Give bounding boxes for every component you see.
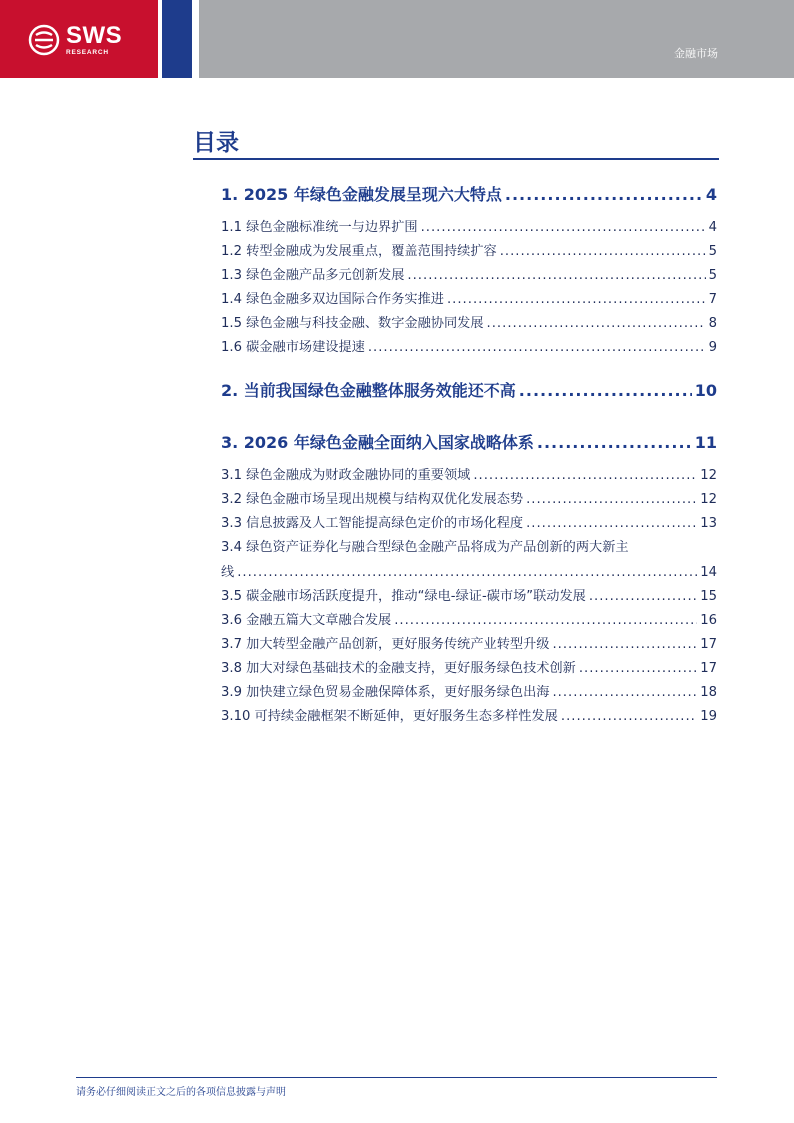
- toc-entry-2[interactable]: [221, 378, 717, 401]
- toc-leader: [526, 492, 697, 507]
- toc-leader: [526, 516, 697, 531]
- toc-entry-3-10[interactable]: [221, 705, 717, 724]
- toc-entry-3-2[interactable]: [221, 488, 717, 507]
- toc-leader: [368, 340, 706, 355]
- toc-entry-text: 3.8 加大对绿色基础技术的金融支持，更好服务绿色技术创新: [221, 661, 576, 676]
- toc-page-number: 19: [700, 709, 717, 724]
- toc-page-number: 10: [694, 381, 717, 400]
- toc-page-number: 5: [708, 268, 717, 283]
- toc-entry-text: 3.3 信息披露及人工智能提高绿色定价的市场化程度: [221, 516, 524, 531]
- toc-entry-text: 1.2 转型金融成为发展重点，覆盖范围持续扩容: [221, 244, 497, 259]
- toc-entry-3-5[interactable]: [221, 585, 717, 604]
- toc-leader: [394, 613, 697, 628]
- toc-page-number: 13: [700, 516, 717, 531]
- toc-page-number: 15: [700, 589, 717, 604]
- toc-entry-text: 3.9 加快建立绿色贸易金融保障体系，更好服务绿色出海: [221, 685, 550, 700]
- toc-entry-text: 1. 2025 年绿色金融发展呈现六大特点: [221, 185, 502, 204]
- toc-leader: [537, 433, 692, 452]
- sws-logo-icon: [28, 24, 60, 56]
- toc-leader: [519, 381, 692, 400]
- toc-entry-3-6[interactable]: [221, 609, 717, 628]
- toc-page-number: 7: [708, 292, 717, 307]
- toc-entry-text: 3.2 绿色金融市场呈现出规模与结构双优化发展态势: [221, 492, 524, 507]
- header-blue-band: [162, 0, 192, 78]
- logo-wordmark: SWS: [66, 22, 123, 49]
- toc-page-number: 14: [700, 565, 717, 580]
- toc-leader: [500, 244, 706, 259]
- toc-entry-text: 3.5 碳金融市场活跃度提升，推动“绿电-绿证-碳市场”联动发展: [221, 589, 586, 604]
- toc-leader: [561, 709, 697, 724]
- toc-leader: [473, 468, 697, 483]
- toc-entry-1-5[interactable]: [221, 312, 717, 331]
- toc-leader: [421, 220, 706, 235]
- toc-entry-3-8[interactable]: [221, 657, 717, 676]
- toc-page-number: 4: [708, 220, 717, 235]
- footer-disclaimer: 请务必仔细阅读正文之后的各项信息披露与声明: [76, 1087, 286, 1098]
- toc-entry-3-9[interactable]: [221, 681, 717, 700]
- toc-entry-text: 3.6 金融五篇大文章融合发展: [221, 613, 392, 628]
- toc-page-number: 11: [694, 433, 717, 452]
- toc-page-number: 17: [700, 637, 717, 652]
- toc-entry-text: 2. 当前我国绿色金融整体服务效能还不高: [221, 381, 516, 400]
- logo-subtext: RESEARCH: [66, 49, 109, 56]
- toc-leader: [552, 685, 697, 700]
- toc-leader: [237, 565, 697, 580]
- toc-entry-3-3[interactable]: [221, 512, 717, 531]
- toc-entry-text: 1.6 碳金融市场建设提速: [221, 340, 365, 355]
- toc-leader: [505, 185, 703, 204]
- toc-entry-text: 1.4 绿色金融多双边国际合作务实推进: [221, 292, 444, 307]
- toc-entry-text: 3. 2026 年绿色金融全面纳入国家战略体系: [221, 433, 534, 452]
- toc-page-number: 18: [700, 685, 717, 700]
- toc-page-number: 16: [700, 613, 717, 628]
- toc-leader: [579, 661, 697, 676]
- toc-page-number: 5: [708, 244, 717, 259]
- toc-entry-1-1[interactable]: [221, 216, 717, 235]
- toc-leader: [589, 589, 697, 604]
- toc-leader: [552, 637, 697, 652]
- toc-entry-1-2[interactable]: [221, 240, 717, 259]
- toc-page-number: 12: [700, 468, 717, 483]
- toc-entry-text: 1.3 绿色金融产品多元创新发展: [221, 268, 405, 283]
- toc-entry-3-4-line1[interactable]: [221, 536, 717, 555]
- toc-entry-text: 3.7 加大转型金融产品创新，更好服务传统产业转型升级: [221, 637, 550, 652]
- toc-entry-text-continued: 线: [221, 565, 235, 580]
- toc-leader: [487, 316, 706, 331]
- toc-leader: [447, 292, 706, 307]
- toc-title: 目录: [193, 130, 239, 156]
- toc-entry-text: 1.5 绿色金融与科技金融、数字金融协同发展: [221, 316, 484, 331]
- toc-entry-1-6[interactable]: [221, 336, 717, 355]
- header-gray-band: [199, 0, 794, 78]
- toc-entry-text: 3.1 绿色金融成为财政金融协同的重要领域: [221, 468, 471, 483]
- toc-leader: [407, 268, 705, 283]
- toc-page-number: 17: [700, 661, 717, 676]
- sws-logo: [28, 24, 122, 57]
- toc-page-number: 8: [708, 316, 717, 331]
- toc-entry-1-3[interactable]: [221, 264, 717, 283]
- toc-entry-text: 3.10 可持续金融框架不断延伸，更好服务生态多样性发展: [221, 709, 558, 724]
- toc-entry-1[interactable]: [221, 182, 717, 205]
- toc-entry-text: 3.4 绿色资产证券化与融合型绿色金融产品将成为产品创新的两大新主: [221, 540, 629, 555]
- toc-page-number: 4: [705, 185, 717, 204]
- toc-entry-3-4[interactable]: [221, 561, 717, 580]
- toc-entry-1-4[interactable]: [221, 288, 717, 307]
- toc-page-number: 9: [708, 340, 717, 355]
- toc-entry-3-7[interactable]: [221, 633, 717, 652]
- toc-entry-3[interactable]: [221, 430, 717, 453]
- toc-entry-3-1[interactable]: [221, 464, 717, 483]
- report-category: 金融市场: [674, 47, 718, 60]
- toc-title-rule: [193, 158, 719, 160]
- toc-page-number: 12: [700, 492, 717, 507]
- footer-rule: [76, 1077, 717, 1078]
- toc-entry-text: 1.1 绿色金融标准统一与边界扩围: [221, 220, 418, 235]
